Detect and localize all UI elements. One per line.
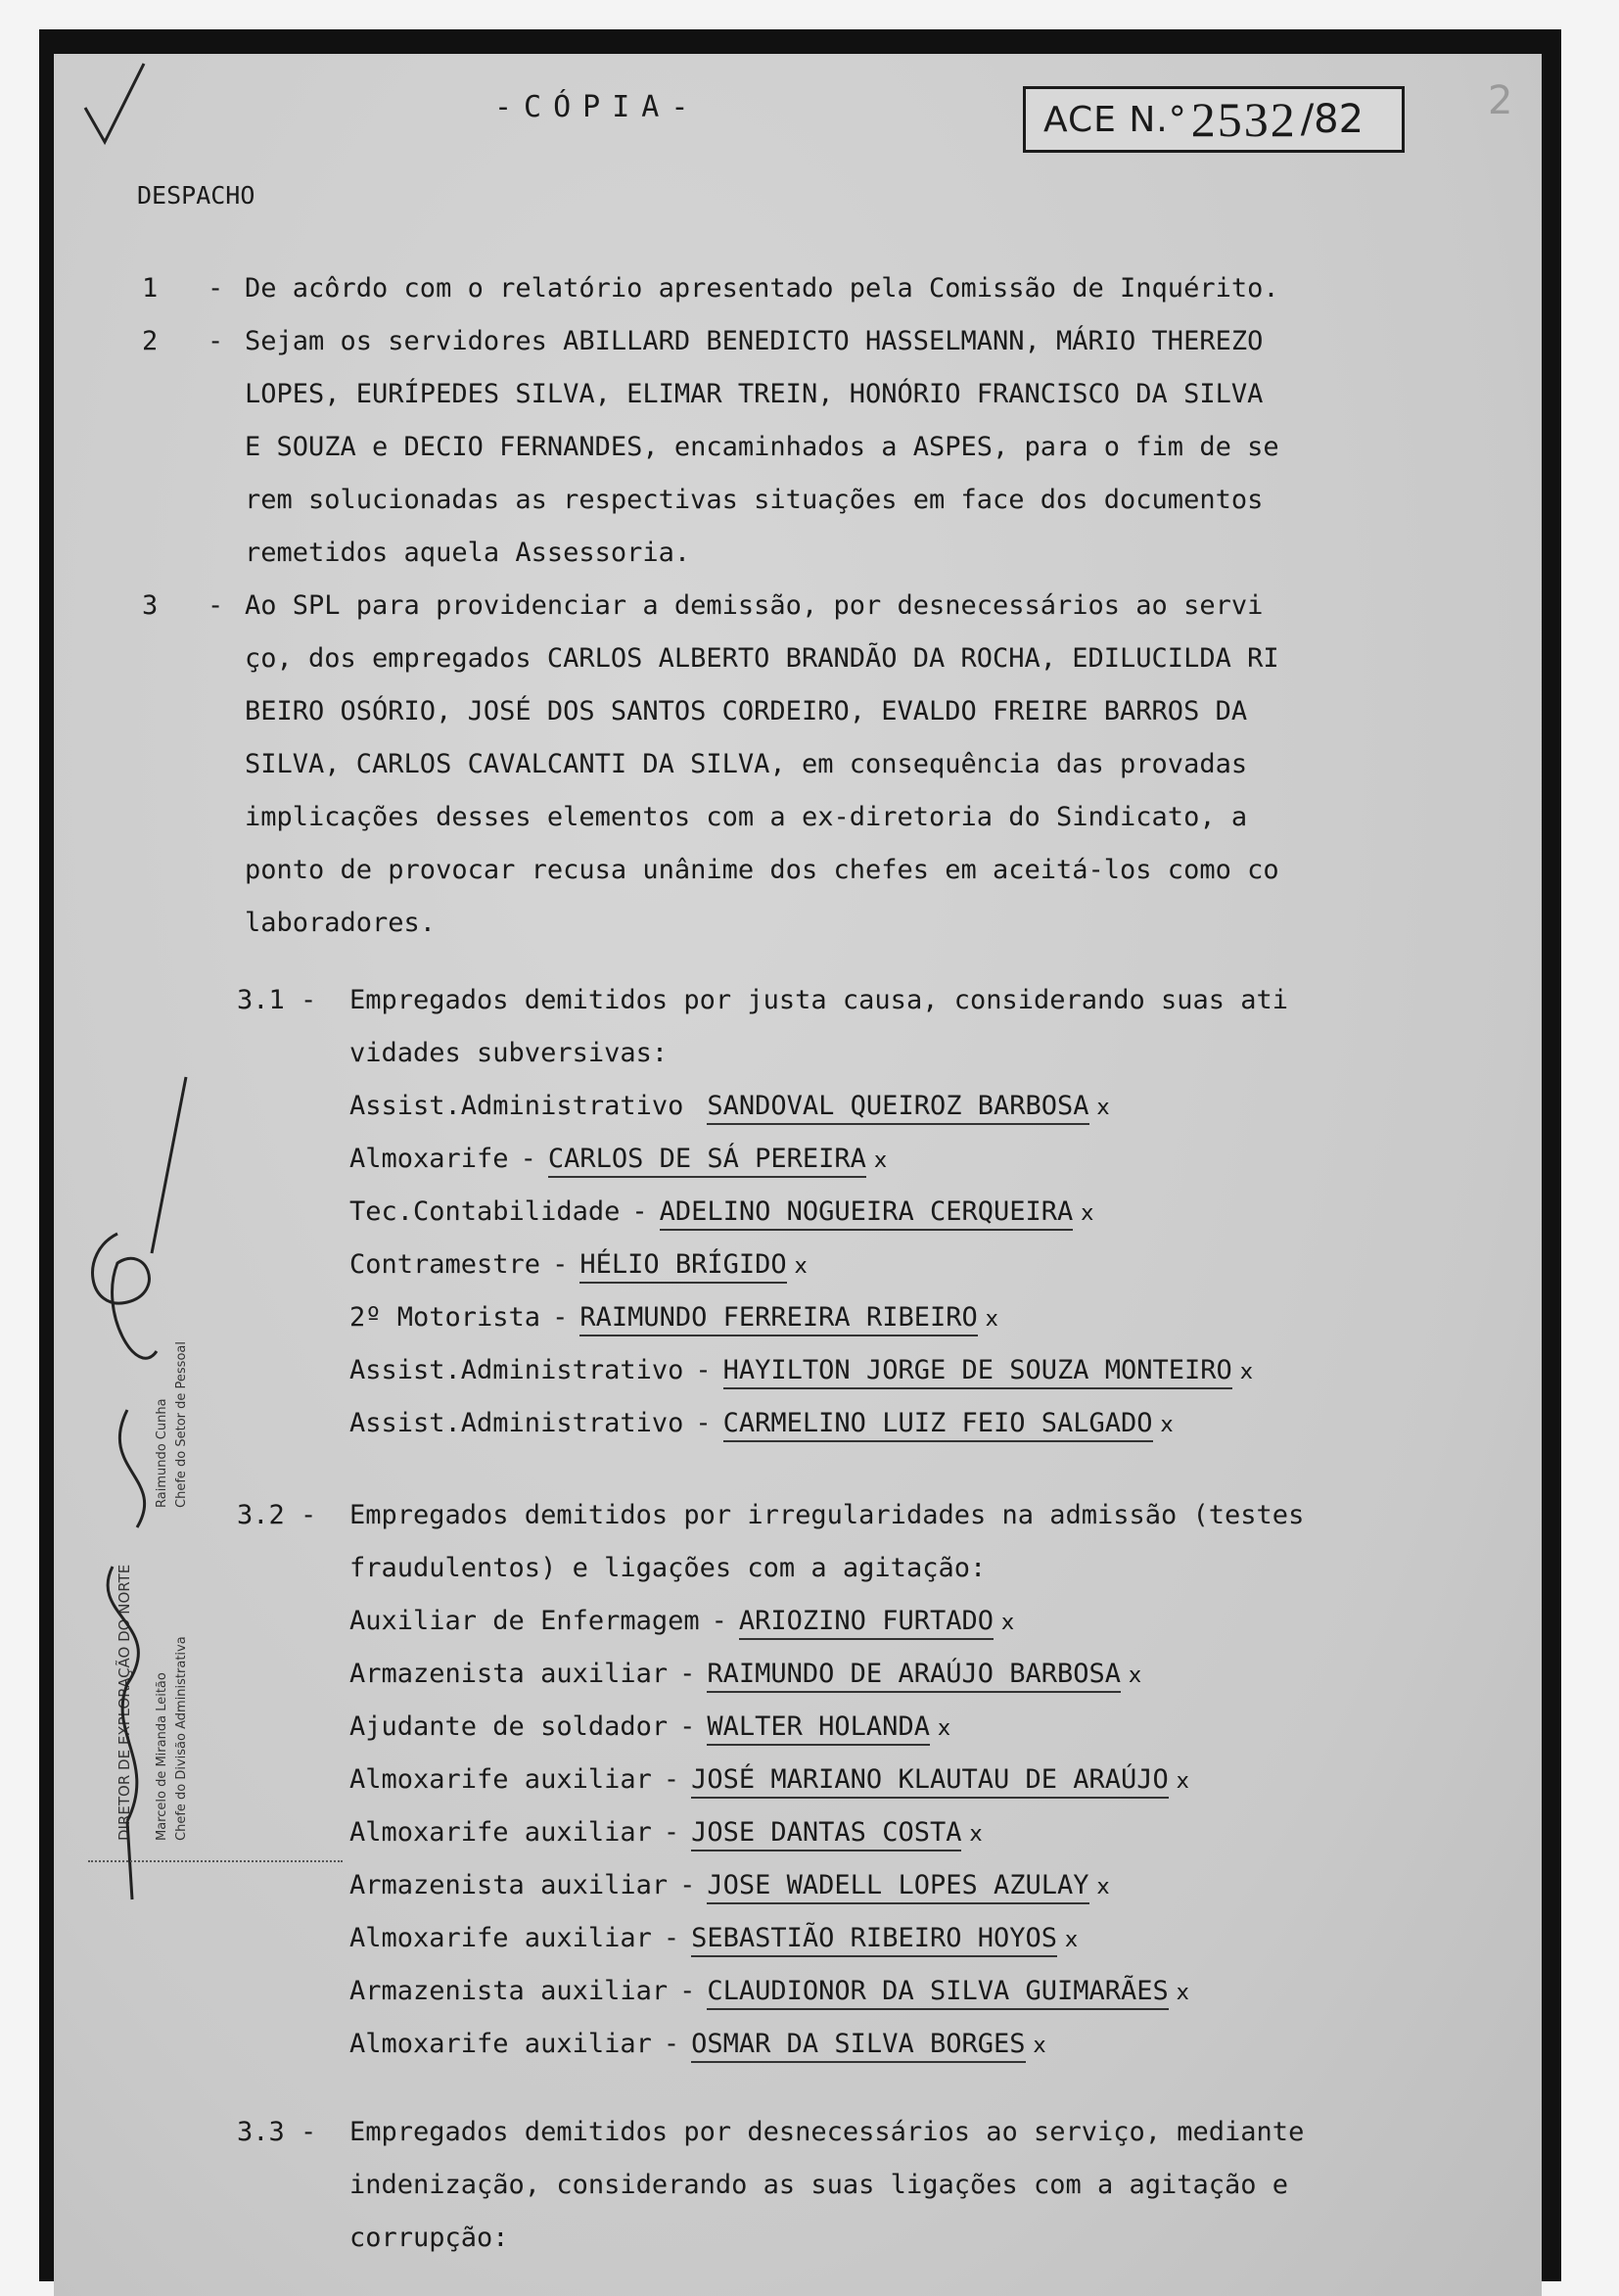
item-text-line: implicações desses elementos com a ex-diretoria do Sindicato, a	[245, 802, 1248, 832]
subsection-text-line: corrupção:	[349, 2223, 509, 2253]
ace-number: 2532	[1190, 92, 1297, 147]
check-mark: x	[1081, 1201, 1094, 1226]
employee-row	[349, 1965, 1189, 2020]
employee-role: Assist.Administrativo	[349, 1355, 684, 1385]
check-mark: x	[1176, 1981, 1189, 2005]
check-mark: x	[1096, 1875, 1110, 1899]
item-text-line: LOPES, EURÍPEDES SILVA, ELIMAR TREIN, HONÓRIO FRANCISCO DA SILVA	[245, 379, 1264, 409]
employee-name: CARLOS DE SÁ PEREIRA	[548, 1144, 866, 1178]
employee-name: CARMELINO LUIZ FEIO SALGADO	[723, 1408, 1153, 1442]
separator-dash: -	[663, 1817, 680, 1848]
subsection-number: 3.1 -	[237, 985, 317, 1015]
corner-checkmark	[80, 59, 149, 147]
check-mark: x	[873, 1148, 887, 1173]
handwritten-signatures	[59, 1057, 235, 1919]
item-number: 1	[142, 273, 159, 304]
check-mark: x	[1176, 1769, 1189, 1794]
separator-dash: -	[663, 1764, 680, 1795]
item-text-line: De acôrdo com o relatório apresentado pela Comissão de Inquérito.	[245, 273, 1279, 304]
employee-role: Tec.Contabilidade	[349, 1196, 621, 1227]
employee-name: RAIMUNDO DE ARAÚJO BARBOSA	[707, 1659, 1121, 1693]
separator-dash: -	[552, 1302, 569, 1333]
subsection-text-line: vidades subversivas:	[349, 1038, 669, 1068]
item-dash: -	[208, 273, 224, 304]
employee-row	[349, 1595, 1014, 1650]
employee-role: Assist.Administrativo	[349, 1091, 684, 1121]
item-text-line: BEIRO OSÓRIO, JOSÉ DOS SANTOS CORDEIRO, EVALDO FREIRE BARROS DA	[245, 696, 1248, 726]
stamp-line: Chefe do Setor de Pessoal	[174, 1341, 189, 1508]
stamp-line: DIRETOR DE EXPLORAÇÃO DO NORTE	[116, 1564, 133, 1841]
stamp-line: Raimundo Cunha	[155, 1398, 169, 1508]
employee-row	[349, 1912, 1078, 1967]
separator-dash: -	[711, 1606, 727, 1636]
ace-number-stamp	[1023, 86, 1405, 153]
employee-name: ARIOZINO FURTADO	[739, 1606, 994, 1640]
check-mark: x	[1000, 1611, 1015, 1635]
separator-dash: -	[663, 1923, 680, 1953]
employee-name: SANDOVAL QUEIROZ BARBOSA	[707, 1091, 1088, 1125]
separator-dash: -	[631, 1196, 648, 1227]
employee-name: HÉLIO BRÍGIDO	[579, 1249, 786, 1284]
item-dash: -	[208, 326, 224, 356]
employee-role: Almoxarife auxiliar	[349, 2029, 652, 2059]
employee-row	[349, 1806, 983, 1861]
item-number: 2	[142, 326, 159, 356]
page-number: 2	[1488, 78, 1513, 123]
employee-name: JOSE WADELL LOPES AZULAY	[707, 1870, 1088, 1904]
employee-name: WALTER HOLANDA	[707, 1711, 930, 1746]
item-text-line: remetidos aquela Assessoria.	[245, 538, 691, 568]
item-text-line: laboradores.	[245, 908, 437, 938]
separator-dash: -	[695, 1355, 712, 1385]
employee-role: Assist.Administrativo	[349, 1408, 684, 1438]
section-heading: DESPACHO	[137, 181, 255, 210]
employee-name: ADELINO NOGUEIRA CERQUEIRA	[660, 1196, 1074, 1231]
employee-row	[349, 1239, 808, 1293]
dotted-rule	[88, 1860, 343, 1862]
ace-year: /82	[1300, 97, 1365, 142]
employee-row	[349, 1648, 1141, 1703]
employee-name: RAIMUNDO FERREIRA RIBEIRO	[579, 1302, 977, 1336]
employee-role: 2º Motorista	[349, 1302, 541, 1333]
separator-dash: -	[679, 1711, 696, 1742]
employee-role: Almoxarife	[349, 1144, 509, 1174]
employee-row	[349, 1344, 1253, 1399]
check-mark: x	[937, 1716, 950, 1741]
item-text-line: E SOUZA e DECIO FERNANDES, encaminhados a ASPES, para o fim de se	[245, 432, 1279, 462]
stamp-line: Chefe do Divisão Administrativa	[174, 1636, 189, 1841]
subsection-text-line: Empregados demitidos por irregularidades na admissão (testes	[349, 1500, 1305, 1530]
employee-name: JOSÉ MARIANO KLAUTAU DE ARAÚJO	[691, 1764, 1169, 1799]
employee-name: OSMAR DA SILVA BORGES	[691, 2029, 1025, 2063]
employee-role: Ajudante de soldador	[349, 1711, 669, 1742]
employee-name: CLAUDIONOR DA SILVA GUIMARÃES	[707, 1976, 1168, 2010]
employee-name: HAYILTON JORGE DE SOUZA MONTEIRO	[723, 1355, 1232, 1389]
employee-row	[349, 1080, 1110, 1135]
employee-row	[349, 1859, 1110, 1914]
check-mark: x	[1160, 1413, 1174, 1437]
item-dash: -	[208, 590, 224, 621]
item-text-line: Sejam os servidores ABILLARD BENEDICTO HASSELMANN, MÁRIO THEREZO	[245, 326, 1264, 356]
employee-name: SEBASTIÃO RIBEIRO HOYOS	[691, 1923, 1057, 1957]
check-mark: x	[969, 1822, 983, 1847]
subsection-number: 3.2 -	[237, 1500, 317, 1530]
employee-role: Auxiliar de Enfermagem	[349, 1606, 700, 1636]
subsection-text-line: fraudulentos) e ligações com a agitação:	[349, 1553, 987, 1583]
check-mark: x	[985, 1307, 998, 1332]
separator-dash: -	[520, 1144, 536, 1174]
separator-dash: -	[552, 1249, 569, 1280]
employee-role: Contramestre	[349, 1249, 541, 1280]
employee-row	[349, 1754, 1189, 1808]
employee-role: Armazenista auxiliar	[349, 1659, 669, 1689]
separator-dash: -	[679, 1870, 696, 1900]
check-mark: x	[1033, 2034, 1046, 2058]
check-mark: x	[1239, 1360, 1253, 1384]
separator-dash: -	[679, 1659, 696, 1689]
subsection-text-line: indenização, considerando as suas ligações com a agitação e	[349, 2170, 1289, 2200]
item-text-line: SILVA, CARLOS CAVALCANTI DA SILVA, em consequência das provadas	[245, 749, 1248, 779]
subsection-number: 3.3 -	[237, 2117, 317, 2147]
employee-role: Almoxarife auxiliar	[349, 1817, 652, 1848]
ace-label: ACE N.°	[1043, 99, 1187, 140]
employee-role: Almoxarife auxiliar	[349, 1764, 652, 1795]
employee-row	[349, 1397, 1174, 1452]
separator-dash: -	[663, 2029, 680, 2059]
item-text-line: rem solucionadas as respectivas situações em face dos documentos	[245, 485, 1264, 515]
stamp-line: Marcelo de Miranda Leitão	[155, 1672, 169, 1841]
employee-role: Armazenista auxiliar	[349, 1976, 669, 2006]
check-mark: x	[1096, 1096, 1110, 1120]
employee-role: Armazenista auxiliar	[349, 1870, 669, 1900]
employee-name: JOSE DANTAS COSTA	[691, 1817, 961, 1851]
separator-dash: -	[679, 1976, 696, 2006]
employee-role: Almoxarife auxiliar	[349, 1923, 652, 1953]
item-number: 3	[142, 590, 159, 621]
subsection-text-line: Empregados demitidos por justa causa, considerando suas ati	[349, 985, 1289, 1015]
employee-row	[349, 2018, 1046, 2073]
item-text-line: ponto de provocar recusa unânime dos chefes em aceitá-los como co	[245, 855, 1279, 885]
employee-row	[349, 1291, 998, 1346]
separator-dash: -	[695, 1408, 712, 1438]
subsection-text-line: Empregados demitidos por desnecessários ao serviço, mediante	[349, 2117, 1305, 2147]
item-text-line: Ao SPL para providenciar a demissão, por desnecessários ao servi	[245, 590, 1264, 621]
item-text-line: ço, dos empregados CARLOS ALBERTO BRANDÃO DA ROCHA, EDILUCILDA RI	[245, 643, 1279, 674]
check-mark: x	[1129, 1663, 1142, 1688]
check-mark: x	[1065, 1928, 1079, 1952]
employee-row	[349, 1133, 887, 1188]
check-mark: x	[794, 1254, 808, 1279]
employee-row	[349, 1186, 1093, 1241]
document-title: -CÓPIA-	[494, 90, 701, 124]
employee-row	[349, 1701, 950, 1756]
